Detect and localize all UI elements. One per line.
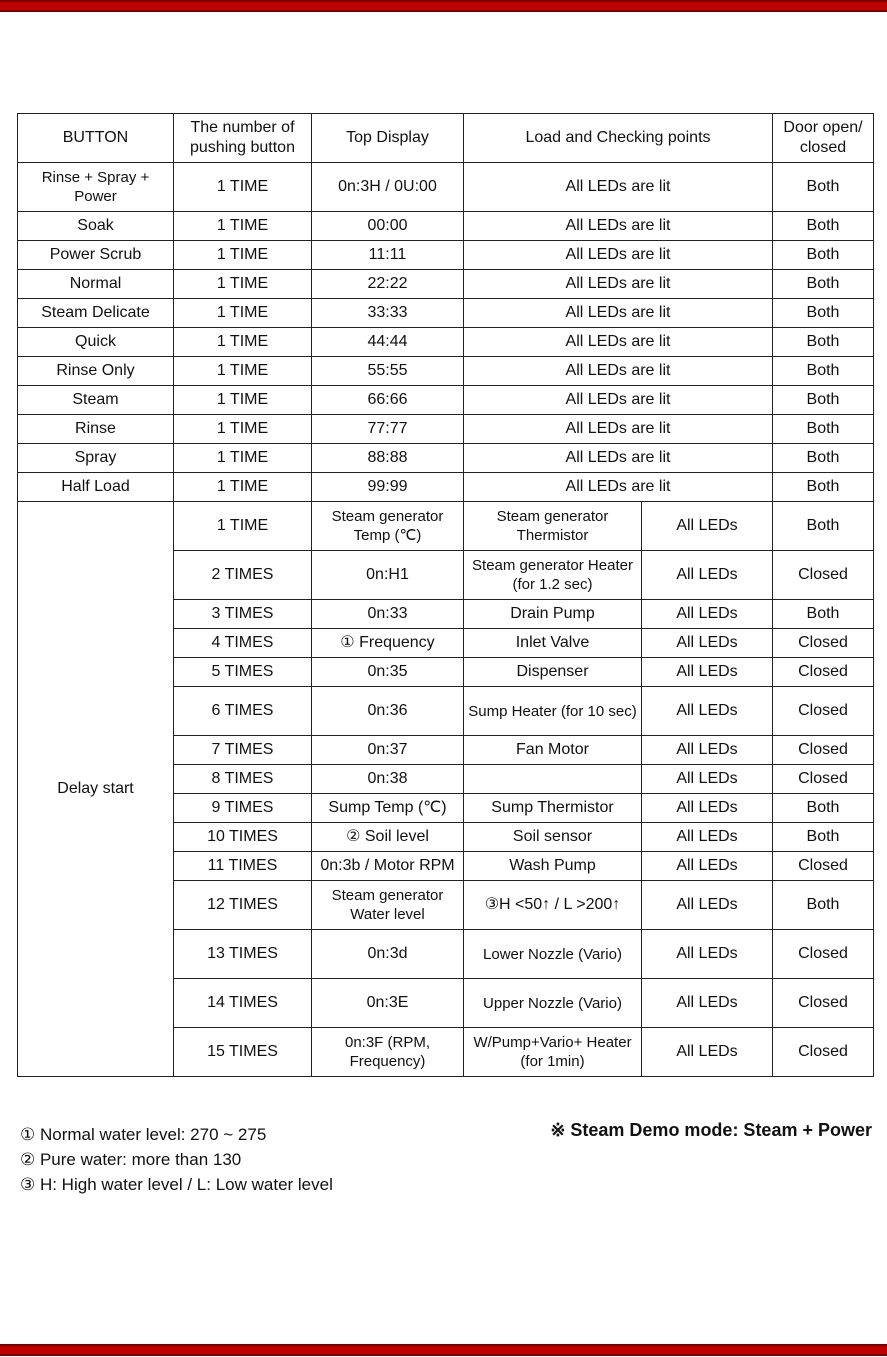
- display-cell: 0n:3H / 0U:00: [312, 163, 464, 212]
- display-cell: Steam generator Temp (℃): [312, 502, 464, 551]
- header-button: BUTTON: [18, 114, 174, 163]
- load-cell: Dispenser: [464, 658, 642, 687]
- display-cell: 0n:H1: [312, 551, 464, 600]
- times-cell: 8 TIMES: [174, 765, 312, 794]
- display-cell: 0n:38: [312, 765, 464, 794]
- table-row: [18, 212, 874, 241]
- leds-cell: All LEDs: [642, 979, 773, 1028]
- times-cell: 2 TIMES: [174, 551, 312, 600]
- door-cell: Both: [773, 473, 874, 502]
- door-cell: Both: [773, 299, 874, 328]
- footnote: ③ H: High water level / L: Low water level: [20, 1175, 333, 1194]
- display-cell: 11:11: [312, 241, 464, 270]
- times-cell: 1 TIME: [174, 473, 312, 502]
- times-cell: 6 TIMES: [174, 687, 312, 736]
- button-cell: Rinse Only: [18, 357, 174, 386]
- display-cell: 0n:3E: [312, 979, 464, 1028]
- button-cell: Quick: [18, 328, 174, 357]
- table-row: [18, 241, 874, 270]
- button-cell: Steam Delicate: [18, 299, 174, 328]
- load-cell: All LEDs are lit: [464, 270, 773, 299]
- load-cell: All LEDs are lit: [464, 444, 773, 473]
- load-cell: Wash Pump: [464, 852, 642, 881]
- load-cell: All LEDs are lit: [464, 241, 773, 270]
- table-row: [18, 270, 874, 299]
- load-cell: Lower Nozzle (Vario): [464, 930, 642, 979]
- table-row: [18, 473, 874, 502]
- load-cell: Soil sensor: [464, 823, 642, 852]
- times-cell: 11 TIMES: [174, 852, 312, 881]
- times-cell: 12 TIMES: [174, 881, 312, 930]
- times-cell: 1 TIME: [174, 163, 312, 212]
- times-cell: 1 TIME: [174, 357, 312, 386]
- load-cell: Sump Heater (for 10 sec): [464, 687, 642, 736]
- load-cell: All LEDs are lit: [464, 473, 773, 502]
- load-cell: Sump Thermistor: [464, 794, 642, 823]
- door-cell: Both: [773, 444, 874, 473]
- display-cell: 0n:3F (RPM, Frequency): [312, 1028, 464, 1077]
- door-cell: Closed: [773, 629, 874, 658]
- times-cell: 1 TIME: [174, 270, 312, 299]
- door-cell: Both: [773, 794, 874, 823]
- display-cell: 0n:37: [312, 736, 464, 765]
- times-cell: 4 TIMES: [174, 629, 312, 658]
- display-cell: 0n:3d: [312, 930, 464, 979]
- door-cell: Both: [773, 415, 874, 444]
- top-red-bar: [0, 0, 887, 12]
- button-cell: Power Scrub: [18, 241, 174, 270]
- display-cell: 77:77: [312, 415, 464, 444]
- leds-cell: All LEDs: [642, 736, 773, 765]
- footnote: ① Normal water level: 270 ~ 275: [20, 1125, 267, 1144]
- display-cell: 66:66: [312, 386, 464, 415]
- display-cell: Steam generator Water level: [312, 881, 464, 930]
- display-cell: 99:99: [312, 473, 464, 502]
- times-cell: 7 TIMES: [174, 736, 312, 765]
- table-row: [18, 386, 874, 415]
- button-cell: Half Load: [18, 473, 174, 502]
- door-cell: Both: [773, 881, 874, 930]
- load-cell: All LEDs are lit: [464, 328, 773, 357]
- table-row: [18, 299, 874, 328]
- leds-cell: All LEDs: [642, 687, 773, 736]
- load-cell: All LEDs are lit: [464, 357, 773, 386]
- display-cell: 0n:35: [312, 658, 464, 687]
- delay-start-cell: Delay start: [18, 502, 174, 1077]
- door-cell: Both: [773, 823, 874, 852]
- button-cell: Steam: [18, 386, 174, 415]
- times-cell: 5 TIMES: [174, 658, 312, 687]
- load-cell: Steam generator Heater (for 1.2 sec): [464, 551, 642, 600]
- steam-demo-note: ※ Steam Demo mode: Steam + Power: [550, 1120, 872, 1140]
- load-cell: ③H <50↑ / L >200↑: [464, 881, 642, 930]
- display-cell: 0n:36: [312, 687, 464, 736]
- display-cell: 44:44: [312, 328, 464, 357]
- table-row: [18, 502, 874, 551]
- header-load: Load and Checking points: [464, 114, 773, 163]
- load-cell: All LEDs are lit: [464, 415, 773, 444]
- times-cell: 1 TIME: [174, 212, 312, 241]
- door-cell: Both: [773, 163, 874, 212]
- leds-cell: All LEDs: [642, 930, 773, 979]
- door-cell: Both: [773, 270, 874, 299]
- display-cell: 22:22: [312, 270, 464, 299]
- door-cell: Both: [773, 241, 874, 270]
- button-cell: Normal: [18, 270, 174, 299]
- table-row: [18, 163, 874, 212]
- times-cell: 1 TIME: [174, 386, 312, 415]
- leds-cell: All LEDs: [642, 1028, 773, 1077]
- times-cell: 15 TIMES: [174, 1028, 312, 1077]
- load-cell: Upper Nozzle (Vario): [464, 979, 642, 1028]
- door-cell: Closed: [773, 551, 874, 600]
- times-cell: 9 TIMES: [174, 794, 312, 823]
- load-cell: Inlet Valve: [464, 629, 642, 658]
- door-cell: Both: [773, 386, 874, 415]
- load-cell: Drain Pump: [464, 600, 642, 629]
- door-cell: Closed: [773, 658, 874, 687]
- door-cell: Closed: [773, 736, 874, 765]
- load-cell: W/Pump+Vario+ Heater (for 1min): [464, 1028, 642, 1077]
- header-pushes: The number of pushing button: [174, 114, 312, 163]
- door-cell: Closed: [773, 979, 874, 1028]
- leds-cell: All LEDs: [642, 658, 773, 687]
- times-cell: 1 TIME: [174, 328, 312, 357]
- button-cell: Rinse: [18, 415, 174, 444]
- door-cell: Both: [773, 502, 874, 551]
- button-cell: Soak: [18, 212, 174, 241]
- door-cell: Closed: [773, 1028, 874, 1077]
- leds-cell: All LEDs: [642, 852, 773, 881]
- load-cell: Steam generator Thermistor: [464, 502, 642, 551]
- load-cell: All LEDs are lit: [464, 163, 773, 212]
- table-row: [18, 328, 874, 357]
- leds-cell: All LEDs: [642, 794, 773, 823]
- bottom-red-bar: [0, 1344, 887, 1356]
- leds-cell: All LEDs: [642, 551, 773, 600]
- load-cell: All LEDs are lit: [464, 299, 773, 328]
- test-mode-table: [17, 113, 874, 1077]
- display-cell: ① Frequency: [312, 629, 464, 658]
- door-cell: Closed: [773, 930, 874, 979]
- load-cell: [464, 765, 642, 794]
- door-cell: Both: [773, 600, 874, 629]
- display-cell: ② Soil level: [312, 823, 464, 852]
- times-cell: 1 TIME: [174, 241, 312, 270]
- door-cell: Both: [773, 212, 874, 241]
- table-row: [18, 357, 874, 386]
- table-row: [18, 444, 874, 473]
- display-cell: 0n:3b / Motor RPM: [312, 852, 464, 881]
- header-display: Top Display: [312, 114, 464, 163]
- display-cell: 88:88: [312, 444, 464, 473]
- display-cell: Sump Temp (℃): [312, 794, 464, 823]
- footnotes: [20, 1122, 333, 1197]
- times-cell: 14 TIMES: [174, 979, 312, 1028]
- leds-cell: All LEDs: [642, 823, 773, 852]
- footnote: ② Pure water: more than 130: [20, 1150, 242, 1169]
- button-cell: Spray: [18, 444, 174, 473]
- header-door: Door open/ closed: [773, 114, 874, 163]
- leds-cell: All LEDs: [642, 765, 773, 794]
- display-cell: 0n:33: [312, 600, 464, 629]
- display-cell: 33:33: [312, 299, 464, 328]
- display-cell: 55:55: [312, 357, 464, 386]
- leds-cell: All LEDs: [642, 502, 773, 551]
- door-cell: Both: [773, 328, 874, 357]
- door-cell: Closed: [773, 765, 874, 794]
- times-cell: 13 TIMES: [174, 930, 312, 979]
- times-cell: 1 TIME: [174, 444, 312, 473]
- button-cell: Rinse + Spray + Power: [18, 163, 174, 212]
- table-row: [18, 415, 874, 444]
- load-cell: All LEDs are lit: [464, 386, 773, 415]
- leds-cell: All LEDs: [642, 629, 773, 658]
- times-cell: 1 TIME: [174, 415, 312, 444]
- door-cell: Both: [773, 357, 874, 386]
- display-cell: 00:00: [312, 212, 464, 241]
- times-cell: 1 TIME: [174, 299, 312, 328]
- leds-cell: All LEDs: [642, 600, 773, 629]
- door-cell: Closed: [773, 687, 874, 736]
- times-cell: 10 TIMES: [174, 823, 312, 852]
- times-cell: 1 TIME: [174, 502, 312, 551]
- load-cell: All LEDs are lit: [464, 212, 773, 241]
- door-cell: Closed: [773, 852, 874, 881]
- leds-cell: All LEDs: [642, 881, 773, 930]
- load-cell: Fan Motor: [464, 736, 642, 765]
- times-cell: 3 TIMES: [174, 600, 312, 629]
